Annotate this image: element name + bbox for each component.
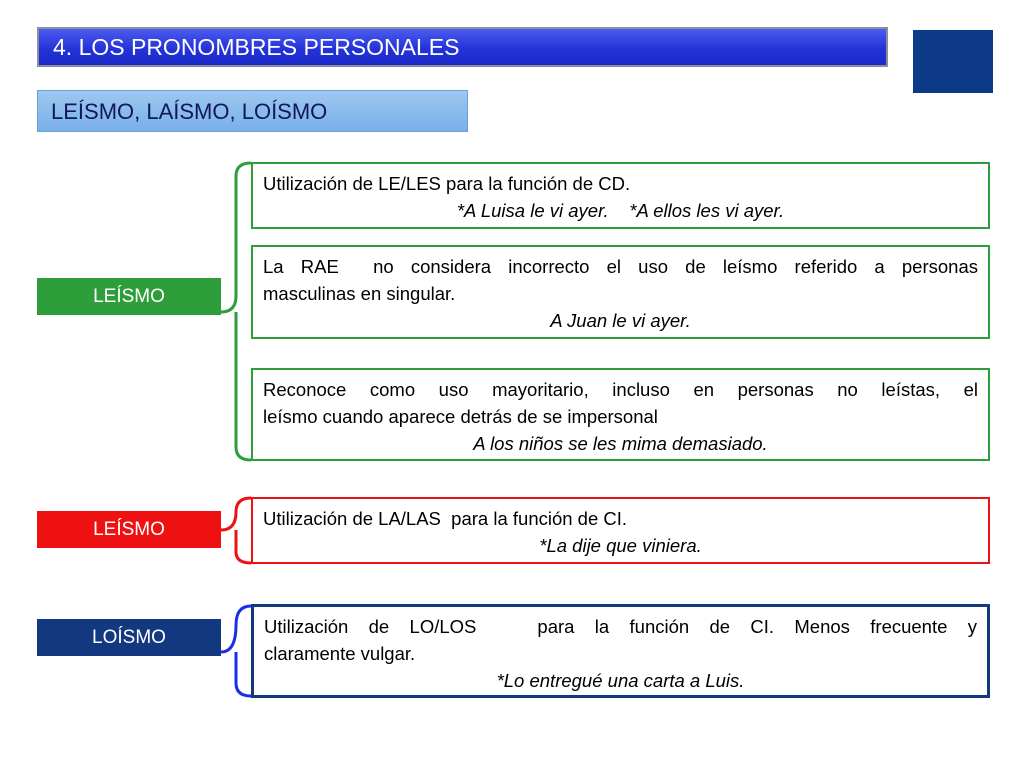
bracket-leismo (221, 163, 251, 460)
example-text: *A Luisa le vi ayer. *A ellos les vi ayer. (456, 200, 785, 221)
label-leismo: LEÍSMO (37, 278, 221, 315)
slide-subtitle: LEÍSMO, LAÍSMO, LOÍSMO (37, 90, 468, 132)
laismo-definition-box (251, 497, 990, 564)
loismo-definition-box (251, 604, 990, 698)
example-text: *La dije que viniera. (539, 535, 702, 556)
definition-line: claramente vulgar. (264, 643, 416, 664)
label-loismo: LOÍSMO (37, 619, 221, 656)
rae-usage-box (251, 368, 990, 461)
definition-box (251, 162, 990, 229)
note-line: masculinas en singular. (263, 283, 456, 304)
label-laismo: LEÍSMO (37, 511, 221, 548)
example-text: *Lo entregué una carta a Luis. (496, 670, 745, 691)
rae-note-box (251, 245, 990, 339)
note-line: leísmo cuando aparece detrás de se impersonal (263, 406, 658, 427)
definition-line: Utilización de LE/LES para la función de CD. (263, 173, 631, 194)
example-text: A los niños se les mima demasiado. (473, 433, 768, 454)
note-line: Reconoce como uso mayoritario, incluso en personas no leístas, el (263, 379, 978, 400)
definition-line: Utilización de LO/LOS para la función de CI. Menos frecuente y (264, 616, 977, 637)
slide-title: 4. LOS PRONOMBRES PERSONALES (37, 27, 888, 67)
bracket-loismo (221, 606, 251, 696)
definition-line: Utilización de LA/LAS para la función de CI. (263, 508, 628, 529)
bracket-laismo (221, 498, 251, 563)
note-line: La RAE no considera incorrecto el uso de leísmo referido a personas (263, 256, 978, 277)
example-text: A Juan le vi ayer. (550, 310, 691, 331)
